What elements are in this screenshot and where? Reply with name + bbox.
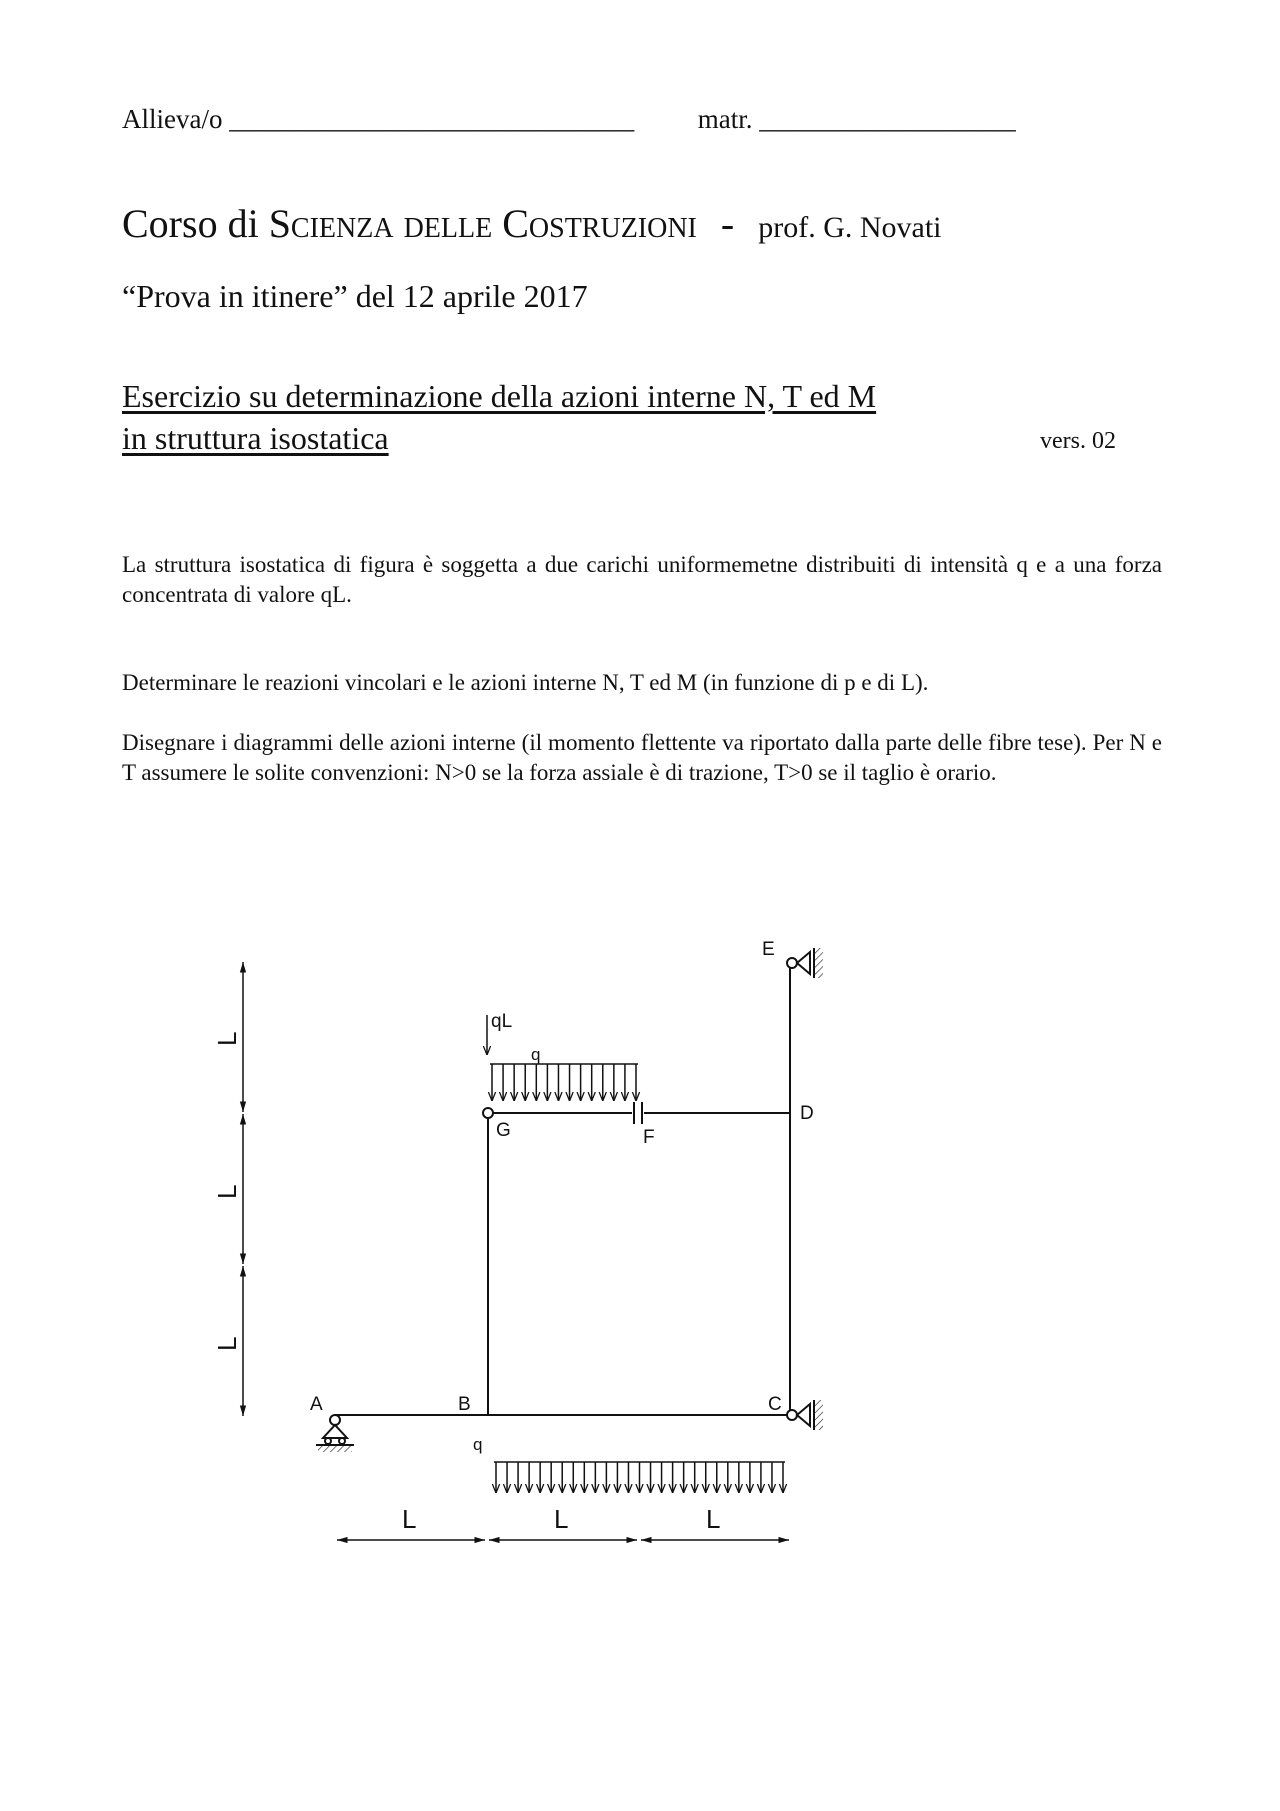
exercise-title-line2: in struttura isostatica [122,420,389,456]
support-e [797,952,810,974]
support-a [323,1425,347,1438]
student-label: Allieva/o [122,104,223,134]
course-name-part1: Scienza delle [268,201,493,246]
matr-blank: ___________________ [759,104,1016,134]
exam-title: “Prova in itinere” del 12 aprile 2017 [122,278,588,314]
hinge-a [330,1415,340,1425]
dim-label-v2: L [212,1184,242,1199]
node-label-d: D [800,1103,814,1124]
task-reactions: Determinare le reazioni vincolari e le azioni interne N, T ed M (in funzione di p e di L). [122,670,929,695]
node-label-e: E [762,939,775,960]
dim-label-h2: L [554,1504,569,1534]
matr-label: matr. [697,104,753,134]
task-diagrams: Disegnare i diagrammi delle azioni interne (il momento flettente va riportato dalla parte delle fibre tese). Per N e T assumere le solite convenzioni: N>0 se la forza assiale è di trazione, T>0 se il taglio è orario. [122,730,1162,785]
node-label-a: A [310,1394,323,1415]
label-ql: qL [491,1011,513,1032]
support-c [797,1404,810,1426]
exercise-title-line1: Esercizio su determinazione della azioni interne N, T ed M [122,378,877,414]
distributed-load-top [490,1064,638,1101]
node-label-f: F [643,1127,655,1148]
dim-label-h1: L [402,1504,417,1534]
dim-label-h3: L [706,1504,721,1534]
version-label: vers. 02 [1040,428,1116,454]
label-q-bottom: q [473,1435,483,1454]
course-prefix: Corso di [122,201,259,246]
hinge-g [483,1108,493,1118]
label-q-top: q [531,1045,541,1064]
node-label-g: G [496,1120,511,1141]
course-name-part2: Costruzioni [502,201,697,246]
distributed-load-bottom [494,1462,785,1493]
dim-label-v1: L [212,1031,242,1046]
node-label-c: C [768,1394,782,1415]
problem-statement: La struttura isostatica di figura è soggetta a due carichi uniformemetne distribuiti di intensità q e a una forza concentrata di valore qL. [122,552,1162,607]
dim-label-v3: L [212,1336,242,1351]
professor: prof. G. Novati [758,211,942,244]
student-blank: ______________________________ [229,104,635,134]
node-label-b: B [458,1394,471,1415]
course-dash: - [720,201,735,246]
